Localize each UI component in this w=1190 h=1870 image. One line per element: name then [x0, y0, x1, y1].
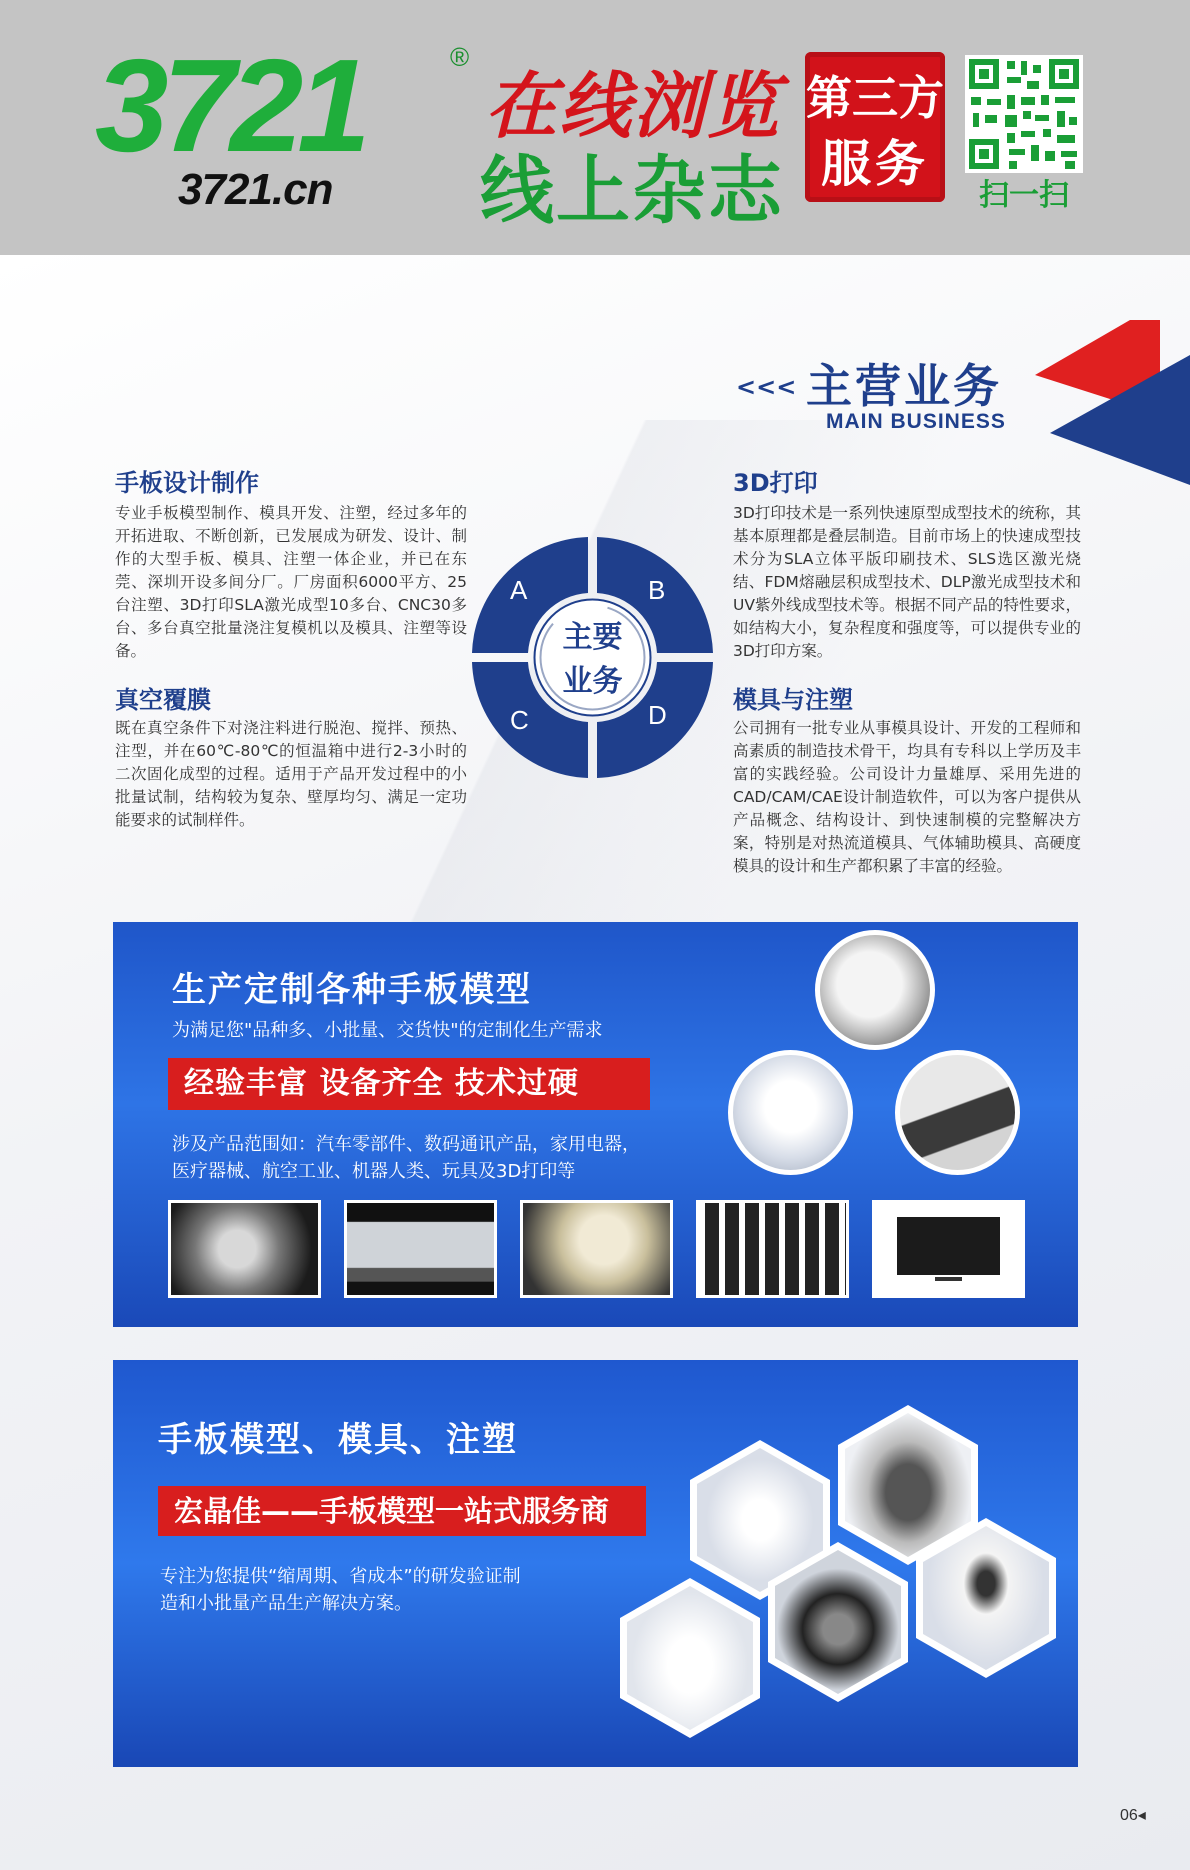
black-brackets-image: [696, 1200, 849, 1298]
seal-line2: 服务: [821, 135, 929, 193]
scan-label: 扫一扫: [979, 178, 1069, 213]
banner1-red-bar: 经验丰富 设备齐全 技术过硬: [168, 1058, 650, 1110]
block-title-vacuum: 真空覆膜: [115, 686, 211, 714]
banner2-red-bar: 宏晶佳——手板模型一站式服务商: [158, 1486, 646, 1536]
section-subtitle: MAIN BUSINESS: [826, 410, 1006, 433]
logo-domain[interactable]: 3721.cn: [178, 165, 333, 214]
quadrant-d-label: D: [648, 700, 667, 730]
diagram-center-line1: 主要: [562, 620, 623, 655]
qr-code-icon[interactable]: [965, 55, 1083, 173]
block-title-prototype: 手板设计制作: [115, 469, 259, 497]
block-text-vacuum: 既在真空条件下对浇注料进行脱泡、搅拌、预热、注型，并在60℃-80℃的恒温箱中进行2-3小时的二次固化成型的过程。适用于产品开发过程中的小批量试制，结构较为复杂、壁厚均匀、满足一定功能要求的试制样件。: [115, 719, 467, 829]
section-title: 主营业务: [806, 359, 1002, 413]
corner-triangles-decoration: [1030, 315, 1190, 485]
quadrant-b-label: B: [648, 575, 666, 605]
block-title-mold-injection: 模具与注塑: [733, 686, 853, 714]
3d-print-parts-image: [520, 1200, 673, 1298]
banner1-scope-line1: 涉及产品范围如：汽车零部件、数码通讯产品，家用电器，: [172, 1134, 640, 1155]
page-number: 06◂: [1120, 1807, 1146, 1824]
aluminum-box-image: [344, 1200, 497, 1298]
metal-housing-image: [168, 1200, 321, 1298]
quadrant-a-label: A: [510, 575, 528, 605]
lattice-sphere-image: [815, 930, 935, 1050]
block-text-3d-printing: 3D打印技术是一系列快速原型成型技术的统称，其基本原理都是叠层制造。目前市场上的快速成型技术分为SLA立体平版印刷技术、SLS选区激光烧结、FDM熔融层积成型技术、DLP激光成型技术和UV紫外线成型技术等。根据不同产品的特性要求，如结构大小，复杂程度和强度等，可以提供专业的3D打印方案。: [733, 504, 1081, 660]
section-arrows: <<<: [736, 373, 797, 401]
block-text-mold-injection: 公司拥有一批专业从事模具设计、开发的工程师和高素质的制造技术骨干，均具有专科以上学历及丰富的实践经验。公司设计力量雄厚、采用先进的CAD/CAM/CAE设计制造软件，可以为客户提供从产品概念、结构设计、到快速制模的完整解决方案，特别是对热流道模具、气体辅助模具、高硬度模具的设计和生产都积累了丰富的经验。: [733, 719, 1081, 875]
banner2-text-line2: 造和小批量产品生产解决方案。: [160, 1593, 412, 1614]
quadrant-c-label: C: [510, 705, 529, 735]
registered-mark: ®: [450, 42, 470, 72]
block-title-3d-printing: 3D打印: [733, 469, 818, 497]
banner2-text-line1: 专注为您提供“缩周期、省成本”的研发验证制: [160, 1566, 521, 1587]
banner1-title: 生产定制各种手板模型: [172, 970, 532, 1010]
banner2-title: 手板模型、模具、注塑: [158, 1420, 518, 1460]
robot-appliance-image: [728, 1050, 853, 1175]
diagram-center-line2: 业务: [562, 664, 623, 699]
header-online-browse: 在线浏览: [485, 63, 782, 148]
header-online-magazine: 线上杂志: [480, 148, 784, 234]
block-text-prototype: 专业手板模型制作、模具开发、注塑，经过多年的开拓进取、不断创新，已发展成为研发、设计、制作的大型手板、模具、注塑一体企业，并已在东莞、深圳开设多间分厂。厂房面积6000平方、25台注塑、3D打印SLA激光成型10多台、CNC30多台、多台真空批量浇注复模机以及模具、注塑等设备。: [115, 504, 467, 660]
laptop-image: [895, 1050, 1020, 1175]
logo-number: 3721: [95, 32, 365, 179]
banner1-scope-line2: 医疗器械、航空工业、机器人类、玩具及3D打印等: [172, 1161, 576, 1182]
banner1-subtitle: 为满足您"品种多、小批量、交货快"的定制化生产需求: [172, 1020, 603, 1041]
tv-monitor-image: [872, 1200, 1025, 1298]
seal-line1: 第三方: [806, 71, 944, 125]
